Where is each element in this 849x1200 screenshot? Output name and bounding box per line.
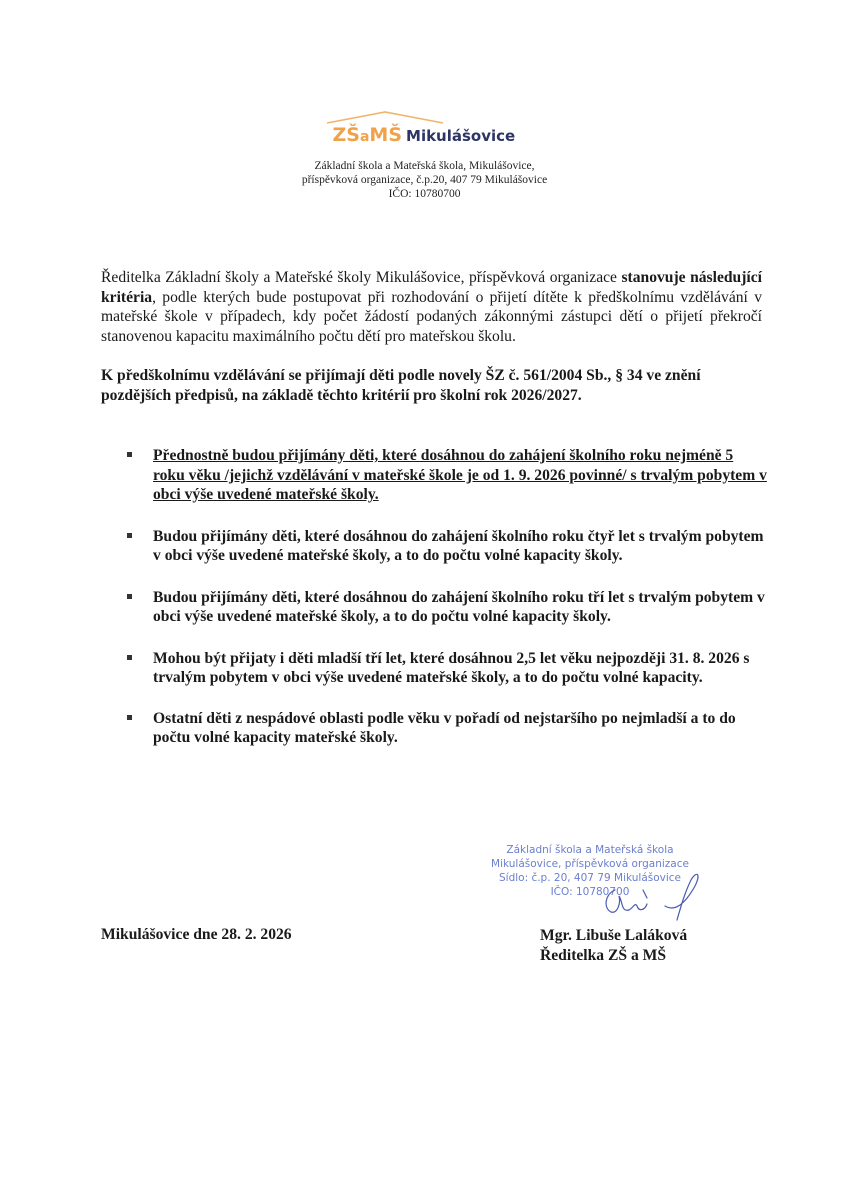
square-bullet-icon <box>127 655 132 660</box>
criterion-text: Budou přijímány děti, které dosáhnou do zahájení školního roku tří let s trvalým pobytem v obci výše uvedené mateřské školy, a to do počtu volné kapacity školy. <box>153 588 765 625</box>
header-line-address: příspěvková organizace, č.p.20, 407 79 Mikulášovice <box>301 174 548 186</box>
school-logo <box>315 110 535 154</box>
stamp-line: Základní škola a Mateřská škola <box>506 844 674 856</box>
criterion-text: Přednostně budou přijímány děti, které dosáhnou do zahájení školního roku nejméně 5 roku věku /jejichž vzdělávání v mateřské škole je od 1. 9. 2026 povinné/ s trvalým pobytem v obci výše uvedené mateřské školy. <box>153 447 767 503</box>
criterion-text: Ostatní děti z nespádové oblasti podle věku v pořadí od nejstaršího po nejmladší a to do počtu volné kapacity mateřské školy. <box>153 709 736 746</box>
handwritten-signature <box>585 868 715 923</box>
stamp-line: Mikulášovice, příspěvková organizace <box>491 858 689 870</box>
header-line-school: Základní škola a Mateřská škola, Mikulášovice, <box>314 160 535 172</box>
logo-name: Mikulášovice <box>406 127 516 145</box>
place-and-date: Mikulášovice dne 28. 2. 2026 <box>101 926 292 943</box>
square-bullet-icon <box>127 594 132 599</box>
signer-name: Mgr. Libuše Laláková <box>540 927 688 944</box>
square-bullet-icon <box>127 533 132 538</box>
stamp-line: Sídlo: č.p. 20, 407 79 Mikulášovice <box>498 872 682 884</box>
intro-paragraph <box>101 268 762 346</box>
roof-icon <box>325 110 445 124</box>
square-bullet-icon <box>127 452 132 457</box>
intro-part2: , podle kterých bude postupovat při rozhodování o přijetí dítěte k předškolnímu vzdělávání v mateřské škole v případech, kdy počet žádostí podaných zákonnými zástupci dětí o přijetí překročí stanovenou kapacitu maximálního počtu dětí pro mateřskou školu. <box>101 288 762 345</box>
square-bullet-icon <box>127 715 132 720</box>
criterion-item <box>127 446 767 505</box>
logo-wordmark <box>333 124 516 146</box>
letterhead <box>0 110 849 201</box>
criterion-item <box>127 588 767 627</box>
criterion-item <box>127 527 767 566</box>
intro-part1: Ředitelka Základní školy a Mateřské školy Mikulášovice, příspěvková organizace <box>101 269 622 286</box>
signer-block <box>540 926 687 966</box>
logo-a: a <box>359 129 370 145</box>
criterion-item <box>127 709 767 748</box>
criterion-text: Budou přijímány děti, které dosáhnou do zahájení školního roku čtyř let s trvalým pobytem v obci výše uvedené mateřské školy, a to do počtu volné kapacity školy. <box>153 527 764 564</box>
logo-ms: MŠ <box>369 124 403 146</box>
logo-zs: ZŠ <box>332 124 360 146</box>
header-line-ico: IČO: 10780700 <box>388 188 461 200</box>
legal-basis: K předškolnímu vzdělávání se přijímají děti podle novely ŠZ č. 561/2004 Sb., § 34 ve znění pozdějších předpisů, na základě těchto kritérií pro školní rok 2026/2027. <box>101 367 701 404</box>
intro-bold: stanovuje následující kritéria <box>101 269 762 306</box>
criteria-list <box>127 446 767 748</box>
criterion-text: Mohou být přijaty i děti mladší tří let, které dosáhnou 2,5 let věku nejpozději 31. 8. 2026 s trvalým pobytem v obci výše uvedené mateřské školy, a to do počtu volné kapacity. <box>153 649 750 686</box>
signer-title: Ředitelka ZŠ a MŠ <box>540 947 667 964</box>
stamp-line: IČO: 10780700 <box>550 886 630 898</box>
criterion-item <box>127 649 767 688</box>
